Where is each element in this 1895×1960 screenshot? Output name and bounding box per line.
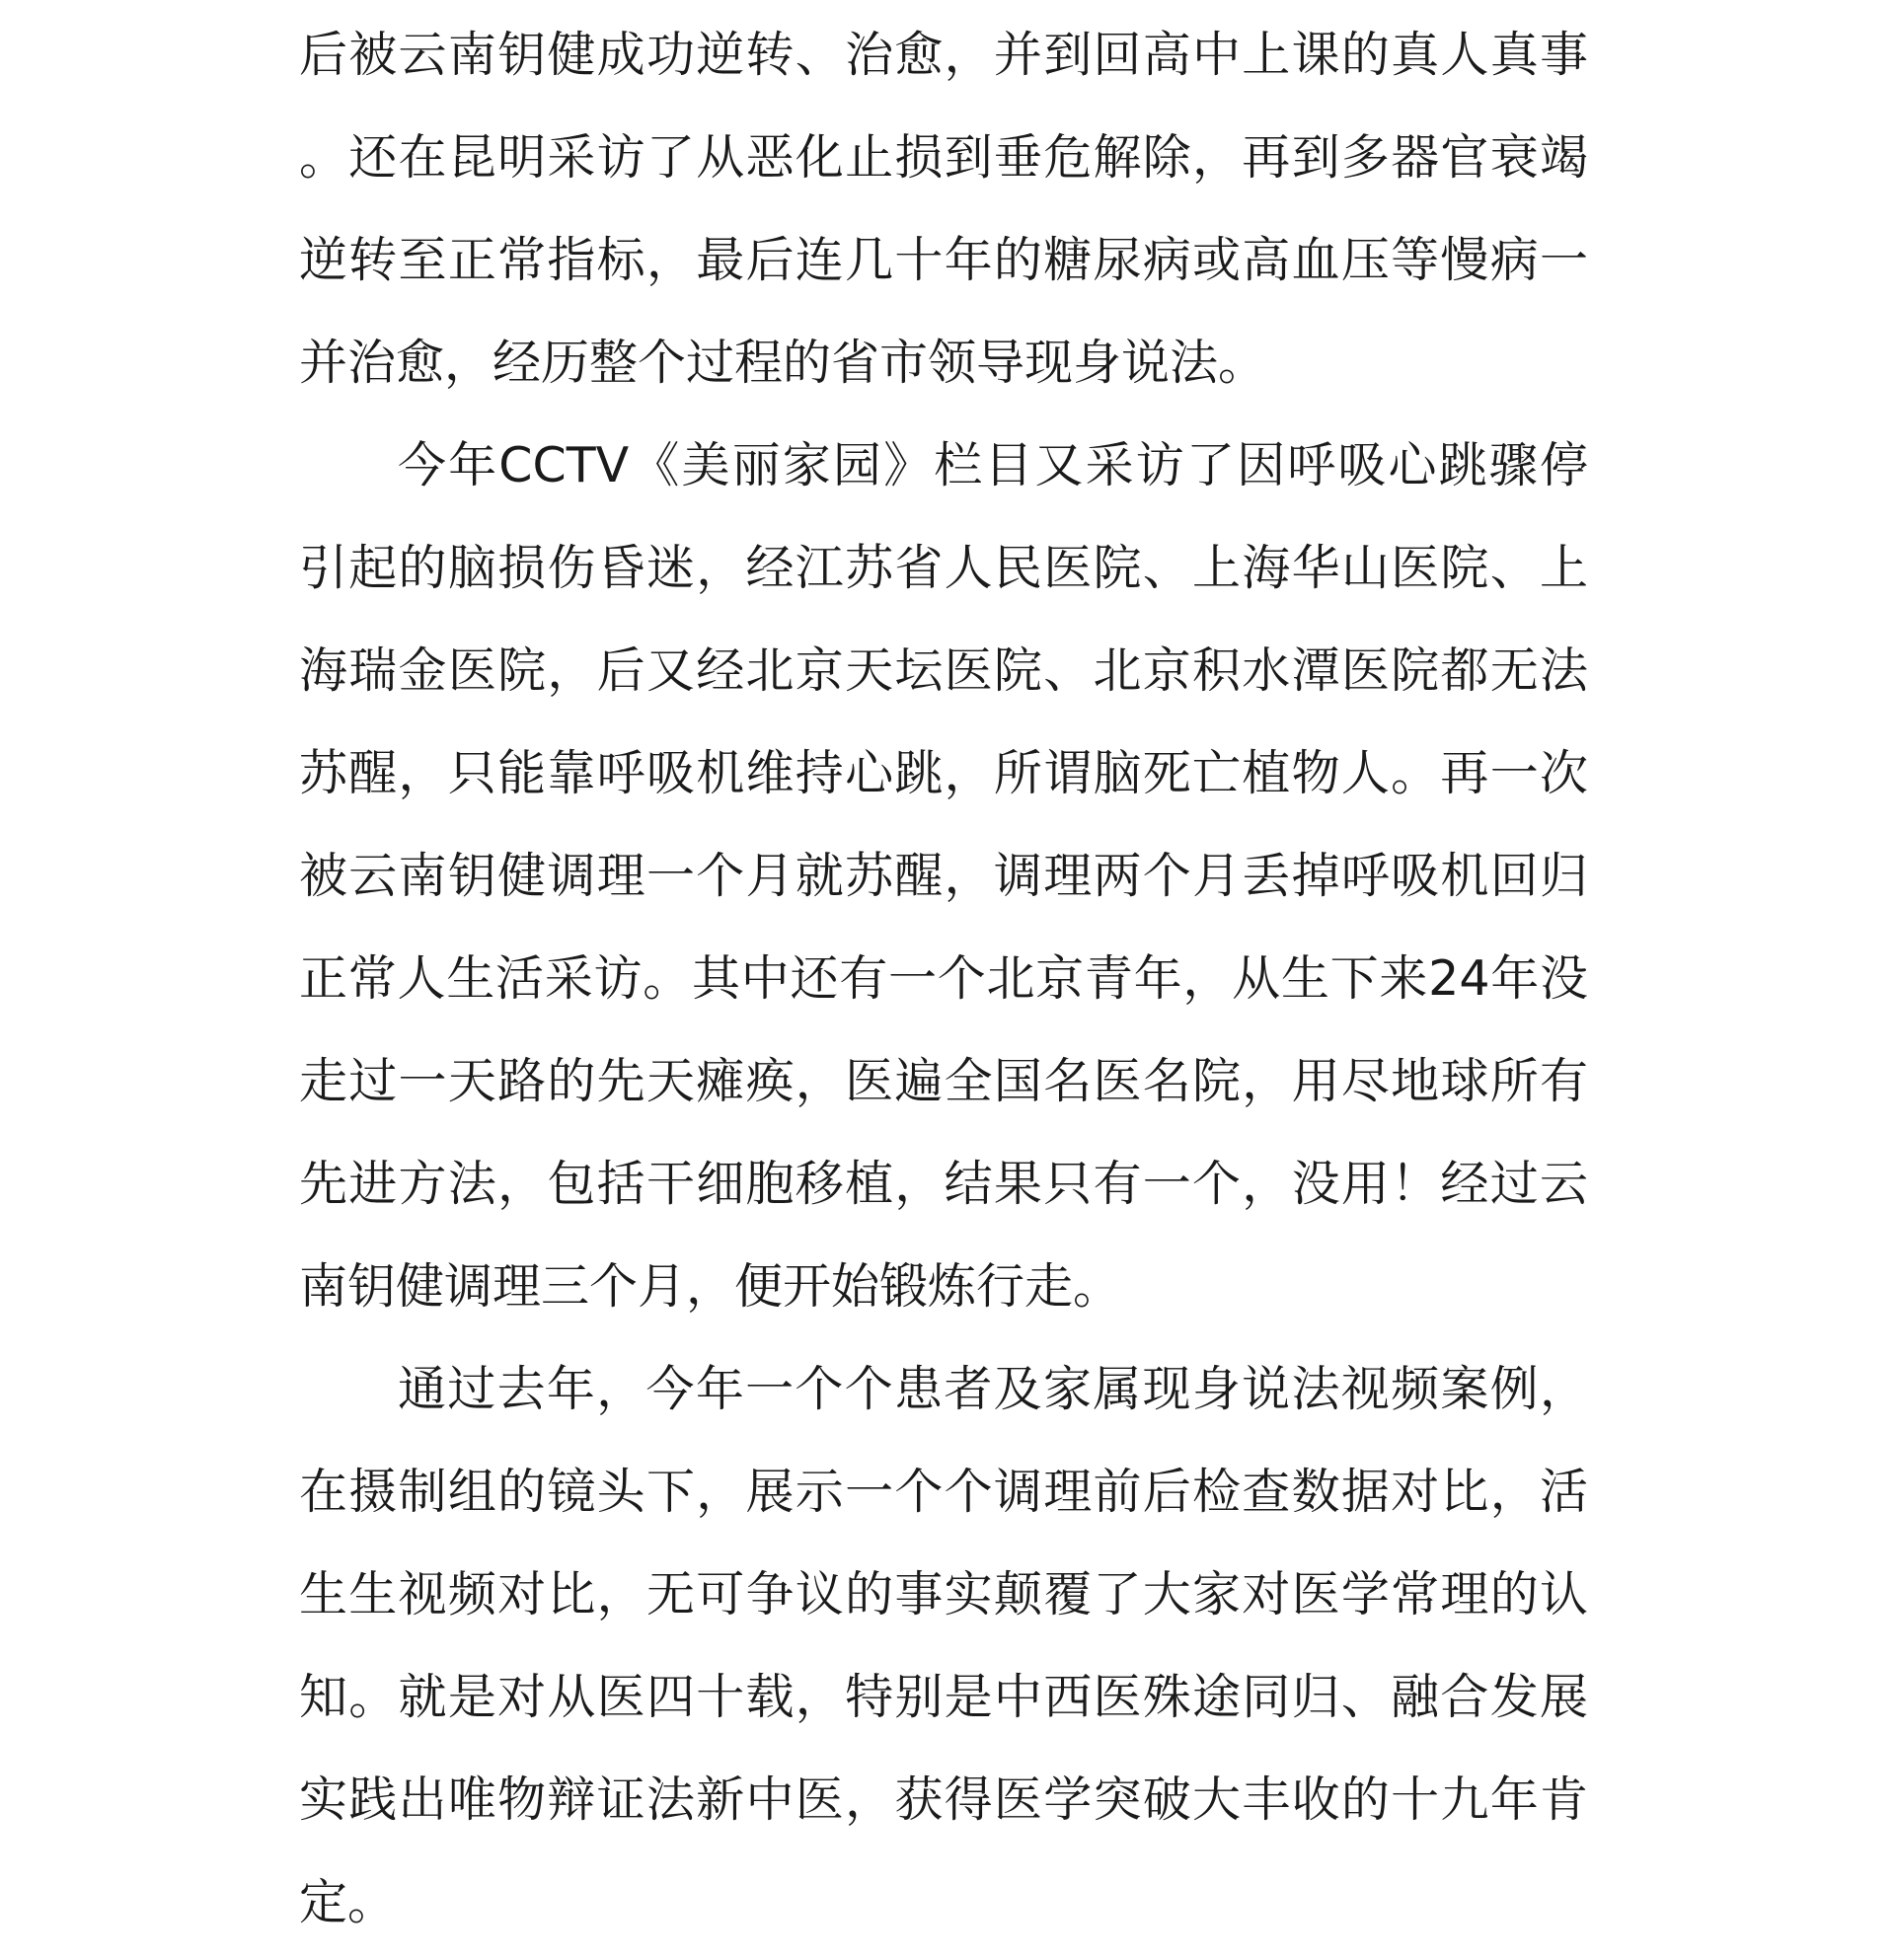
text-line: 苏醒，只能靠呼吸机维持心跳，所谓脑死亡植物人。再一次 bbox=[299, 745, 1588, 801]
text-line: 生生视频对比，无可争议的事实颠覆了大家对医学常理的认 bbox=[299, 1566, 1588, 1622]
text-line: 在摄制组的镜头下，展示一个个调理前后检查数据对比，活 bbox=[299, 1464, 1588, 1520]
text-line: 引起的脑损伤昏迷，经江苏省人民医院、上海华山医院、上 bbox=[299, 540, 1588, 596]
text-line: 被云南钥健调理一个月就苏醒，调理两个月丢掉呼吸机回归 bbox=[299, 848, 1588, 904]
text-line: 南钥健调理三个月，便开始锻炼行走。 bbox=[299, 1258, 1122, 1315]
text-line: 走过一天路的先天瘫痪，医遍全国名医名院，用尽地球所有 bbox=[299, 1053, 1588, 1109]
body-text bbox=[299, 4, 1588, 1954]
text-line: 。还在昆明采访了从恶化止损到垂危解除，再到多器官衰竭 bbox=[299, 129, 1588, 186]
paragraph-first-line: 今年CCTV《美丽家园》栏目又采访了因呼吸心跳骤停 bbox=[398, 437, 1588, 493]
text-line: 逆转至正常指标，最后连几十年的糖尿病或高血压等慢病一 bbox=[299, 232, 1588, 288]
text-line: 定。 bbox=[299, 1874, 397, 1930]
text-line: 知。就是对从医四十载，特别是中西医殊途同归、融合发展 bbox=[299, 1669, 1588, 1725]
paragraph-first-line: 通过去年，今年一个个患者及家属现身说法视频案例， bbox=[398, 1361, 1588, 1417]
text-line: 并治愈，经历整个过程的省市领导现身说法。 bbox=[299, 335, 1267, 391]
text-line: 后被云南钥健成功逆转、治愈，并到回高中上课的真人真事 bbox=[299, 27, 1588, 83]
text-line: 海瑞金医院，后又经北京天坛医院、北京积水潭医院都无法 bbox=[299, 642, 1588, 699]
text-line: 实践出唯物辩证法新中医，获得医学突破大丰收的十九年肯 bbox=[299, 1772, 1588, 1828]
text-line: 先进方法，包括干细胞移植，结果只有一个，没用！经过云 bbox=[299, 1156, 1588, 1212]
text-line: 正常人生活采访。其中还有一个北京青年，从生下来24年没 bbox=[299, 950, 1588, 1007]
